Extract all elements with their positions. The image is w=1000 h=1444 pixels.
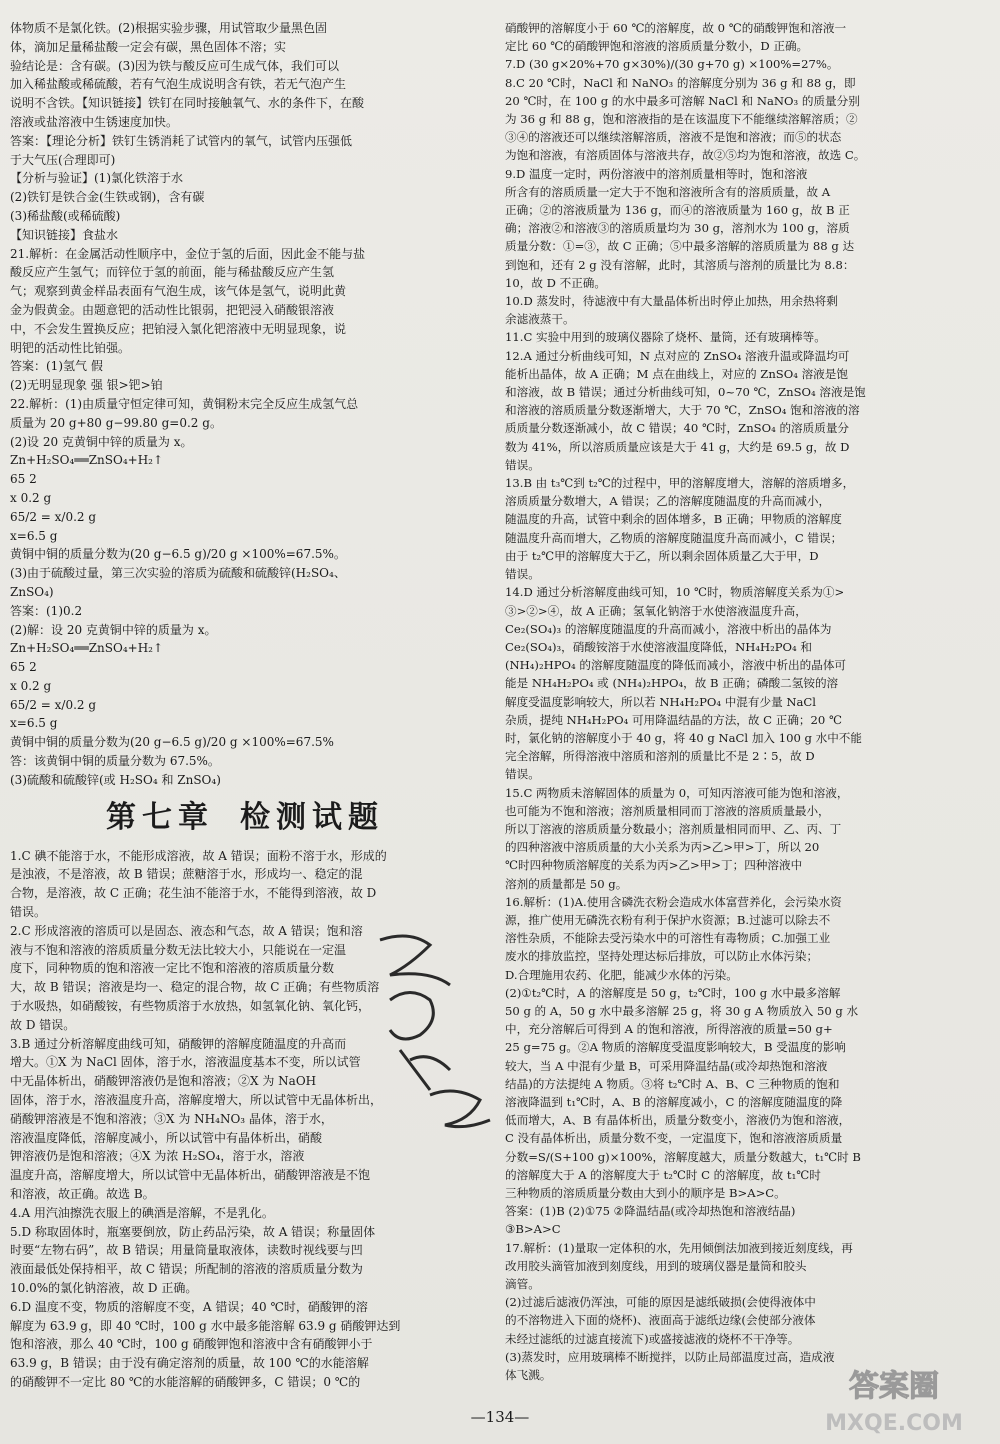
text-line: 质量分数：①=③，故 C 正确；⑤中最多溶解的溶质质量为 88 g 达 [505, 239, 855, 254]
text-line: 溶剂的质量都是 50 g。 [505, 876, 628, 891]
text-line: (2)铁钉是铁合金(生铁或钢)，含有碳 [10, 190, 205, 205]
text-line: 14.D 通过分析溶解度曲线可知，10 ℃时，物质溶解度关系为①> [505, 585, 845, 600]
text-line: 16.解析：(1)A.使用含磷洗衣粉会造成水体富营养化，会污染水资 [505, 894, 842, 909]
text-line: ③④的溶液还可以继续溶解溶质，溶液不是饱和溶液；而⑤的状态 [505, 130, 842, 145]
text-line: 9.D 温度一定时，两份溶液中的溶剂质量相等时，饱和溶液 [505, 166, 808, 181]
text-line: x 0.2 g [10, 490, 52, 505]
text-line: 和溶液的溶质质量分数逐渐增大，大于 70 ℃，ZnSO₄ 饱和溶液的溶 [505, 403, 860, 418]
text-line: 低而增大，A、B 有晶体析出，质量分数变小，溶液仍为饱和溶液， [505, 1113, 851, 1128]
text-line: 50 g 的 A，50 g 水中最多溶解 25 g，将 30 g A 物质放入 50 g 水 [505, 1003, 859, 1018]
answer-block-21 [10, 246, 480, 395]
text-line: 错误。 [505, 767, 540, 782]
text-line: (3)蒸发时，应用玻璃棒不断搅拌，以防止局部温度过高，造成液 [505, 1349, 835, 1364]
text-line: 合物，是溶液，故 C 正确；花生油不能溶于水，不能得到溶液，故 D [10, 886, 377, 901]
answer-block-20 [10, 20, 480, 245]
text-line: 固体，溶于水，溶液温度升高，溶解度增大，所以试管中无晶体析出， [10, 1093, 383, 1108]
text-line: 【分析与验证】(1)氯化铁溶于水 [10, 171, 183, 186]
handwritten-annotation [360, 910, 500, 1140]
text-line: D.合理施用农药、化肥，能减少水体的污染。 [505, 967, 738, 982]
text-line: 2.C 形成溶液的溶质可以是固态、液态和气态，故 A 错误；饱和溶 [10, 923, 363, 938]
text-line: 答案：(1)0.2 [10, 603, 83, 618]
text-line: (3)由于硫酸过量，第三次实验的溶质为硫酸和硫酸锌(H₂SO₄、 [10, 566, 346, 581]
text-line: x 0.2 g [10, 678, 52, 693]
text-line: 4.A 用汽油擦洗衣服上的碘酒是溶解，不是乳化。 [10, 1205, 274, 1220]
text-line: 为 36 g 和 88 g，饱和溶液指的是在该温度下不能继续溶解溶质；② [505, 112, 858, 127]
text-line: 于大气压(合理即可) [10, 152, 116, 167]
text-line: 17.解析：(1)量取一定体积的水，先用倾倒法加液到接近刻度线，再 [505, 1240, 853, 1255]
text-line: C 没有晶体析出，质量分数不变，一定温度下，饱和溶液溶质质量 [505, 1131, 843, 1146]
text-line: 所含有的溶质质量一定大于不饱和溶液所含有的溶质质量，故 A [505, 184, 831, 199]
text-line: 65/2 = x/0.2 g [10, 697, 97, 712]
text-line: 钾溶液仍是饱和溶液；④X 为浓 H₂SO₄，溶于水，溶液 [10, 1149, 305, 1164]
text-line: 质量为 20 g+80 g−99.80 g=0.2 g。 [10, 415, 222, 430]
text-line: 答案：(1)B (2)①75 ②降温结晶(或冷却热饱和溶液结晶) [505, 1204, 796, 1219]
text-line: x=6.5 g [10, 528, 58, 543]
text-line: 1.C 碘不能溶于水，不能形成溶液，故 A 错误；面粉不溶于水，形成的 [10, 848, 387, 863]
text-line: Zn+H₂SO₄══ZnSO₄+H₂↑ [10, 641, 164, 656]
text-line: (2)解：设 20 克黄铜中锌的质量为 x。 [10, 622, 217, 637]
text-line: ℃时四种物质溶解度的关系为丙>乙>甲>丁；四种溶液中 [505, 858, 803, 873]
text-line: 3.B 通过分析溶解度曲线可知，硝酸钾的溶解度随温度的升高而 [10, 1036, 347, 1051]
text-line: 为饱和溶液，有溶质固体与溶液共存，故②⑤均为饱和溶液，故选 C。 [505, 148, 866, 163]
text-line: 三种物质的溶质质量分数由大到小的顺序是 B>A>C。 [505, 1186, 786, 1200]
text-line: 到饱和，还有 2 g 没有溶解，此时，其溶质与溶剂的质量比为 8.8： [505, 257, 855, 272]
text-line: 65 2 [10, 472, 37, 487]
chapter-title [10, 800, 480, 836]
text-line: 65/2 = x/0.2 g [10, 509, 97, 524]
text-line: 65 2 [10, 660, 37, 675]
text-line: 能是 NH₄H₂PO₄ 或 (NH₄)₂HPO₄，故 B 正确；磷酸二氢铵的溶 [505, 676, 839, 691]
text-line: 错误。 [505, 567, 540, 582]
text-line: 【知识链接】食盐水 [10, 227, 119, 242]
text-line: (NH₄)₂HPO₄ 的溶解度随温度的降低而减小，溶液中析出的晶体可 [505, 658, 847, 673]
text-line: (3)硫酸和硫酸锌(或 H₂SO₄ 和 ZnSO₄) [10, 772, 221, 787]
text-line: 的溶解度大于 A 的溶解度大于 t₂℃时 C 的溶解度，故 t₁℃时 [505, 1167, 821, 1182]
text-line: 余滤液蒸干。 [505, 312, 575, 327]
text-line: 答：该黄铜中铜的质量分数为 67.5%。 [10, 754, 220, 769]
text-line: 金为假黄金。由题意钯的活动性比银弱，把钯浸入硝酸银溶液 [10, 302, 335, 317]
text-line: 确；溶液②和溶液③的溶质质量均为 30 g，溶剂水为 100 g，溶质 [505, 221, 850, 236]
text-line: 改用胶头滴管加液到刻度线，用到的玻璃仪器是量筒和胶头 [505, 1258, 807, 1273]
answer-block-right [505, 20, 983, 1384]
text-line: 中无晶体析出，硝酸钾溶液仍是饱和溶液；②X 为 NaOH [10, 1074, 317, 1089]
page-number: —134— [470, 1408, 530, 1426]
text-line: 未经过滤纸的过滤直接流下)或盛接滤液的烧杯不干净等。 [505, 1331, 800, 1346]
text-line: 21.解析：在金属活动性顺序中，金位于氢的后面，因此金不能与盐 [10, 246, 366, 261]
text-line: 液与不饱和溶液的溶质质量分数无法比较大小，只能说在一定温 [10, 942, 347, 957]
text-line: 15.C 两物质未溶解固体的质量为 0，可知丙溶液可能为饱和溶液， [505, 785, 849, 800]
text-line: 随温度升高而增大，乙物质的溶解度随温度升高而减小，C 错误； [505, 530, 843, 545]
text-line: (2)设 20 克黄铜中锌的质量为 x。 [10, 434, 193, 449]
text-line: 气；观察到黄金样品表面有气泡生成，该气体是氢气，说明此黄 [10, 284, 347, 299]
left-column [10, 20, 480, 1393]
text-line: ③>②>④，故 A 正确；氢氧化钠溶于水使溶液温度升高， [505, 603, 807, 618]
text-line: Ce₂(SO₄)₃ 的溶解度随温度的升高而减小，溶液中析出的晶体为 [505, 621, 832, 636]
watermark-logo [794, 1358, 994, 1438]
text-line: 20 ℃时，在 100 g 的水中最多可溶解 NaCl 和 NaNO₃ 的质量分别 [505, 93, 860, 108]
text-line: 答案：(1)氢气 假 [10, 359, 103, 374]
text-line: 时要“左物右码”，故 B 错误；用量筒量取液体，读数时视线要与凹 [10, 1243, 363, 1258]
text-line: 12.A 通过分析曲线可知，N 点对应的 ZnSO₄ 溶液升温或降温均可 [505, 348, 850, 363]
text-line: 也可能为不饱和溶液；溶剂质量相同而丁溶液的溶质质量最小， [505, 803, 830, 818]
text-line: 溶液温度降低，溶解度减小，所以试管中有晶体析出，硝酸 [10, 1130, 323, 1145]
text-line: 体飞溅。 [505, 1368, 552, 1383]
text-line: 10.0%的氯化钠溶液，故 D 正确。 [10, 1281, 198, 1295]
text-line: 体，滴加足量稀盐酸一定会有碳，黑色固体不溶；实 [10, 39, 287, 54]
text-line: 于水吸热，如硝酸铵，有些物质溶于水放热，如氢氧化钠、氧化钙， [10, 999, 371, 1014]
text-line: 63.9 g，B 错误；由于没有确定溶剂的质量，故 100 ℃的水能溶解 [10, 1356, 369, 1371]
text-line: 数为 41%，所以溶质质量应该是大于 41 g，大约是 69.5 g，故 D [505, 439, 850, 454]
text-line: 5.D 称取固体时，瓶塞要倒放，防止药品污染，故 A 错误；称量固体 [10, 1224, 376, 1239]
text-line: 溶液或盐溶液中生锈速度加快。 [10, 114, 179, 129]
text-line: 验结论是：含有碳。(3)因为铁与酸反应可生成气体，我们可以 [10, 58, 340, 73]
text-line: 溶性杂质，不能除去受污染水中的可溶性有毒物质；C.加强工业 [505, 931, 831, 946]
text-line: 正确；②的溶液质量为 136 g，而④的溶液质量为 160 g，故 B 正 [505, 203, 850, 218]
text-line: 所以丁溶液的溶质质量分数最小；溶剂质量相同而甲、乙、丙、丁 [505, 821, 842, 836]
text-line: 较大，当 A 中混有少量 B，可采用降温结晶(或冷却热饱和溶液 [505, 1058, 828, 1073]
watermark-bottom-text: MXQE.COM [825, 1411, 963, 1436]
text-line: 解度为 63.9 g，即 40 ℃时，100 g 水中最多能溶解 63.9 g 硝酸钾达到 [10, 1318, 401, 1333]
text-line: 8.C 20 ℃时，NaCl 和 NaNO₃ 的溶解度分别为 36 g 和 88 g，即 [505, 75, 856, 90]
text-line: (3)稀盐酸(或稀硫酸) [10, 208, 121, 223]
text-line: Zn+H₂SO₄══ZnSO₄+H₂↑ [10, 453, 164, 468]
text-line: x=6.5 g [10, 716, 58, 731]
text-line: 结晶)的方法提纯 A 物质。③将 t₂℃时 A、B、C 三种物质的饱和 [505, 1076, 840, 1091]
text-line: 说明不含铁。【知识链接】铁钉在同时接触氧气、水的条件下，在酸 [10, 96, 365, 111]
answer-block-22 [10, 396, 480, 790]
text-line: 答案：【理论分析】铁钉生锈消耗了试管内的氧气，试管内压强低 [10, 133, 353, 148]
text-line: 体物质不是氯化铁。(2)根据实验步骤，用试管取少量黑色固 [10, 21, 328, 35]
text-line: 6.D 温度不变，物质的溶解度不变，A 错误；40 ℃时，硝酸钾的溶 [10, 1299, 368, 1314]
text-line: 10.D 蒸发时，待滤液中有大量晶体析出时停止加热，用余热将剩 [505, 294, 838, 309]
text-line: 10，故 D 不正确。 [505, 275, 606, 290]
watermark-top-text: 答案圈 [849, 1369, 939, 1404]
text-line: 饱和溶液，那么 40 ℃时，100 g 硝酸钾饱和溶液中含有硝酸钾小于 [10, 1337, 373, 1352]
text-line: 中，充分溶解后可得到 A 的饱和溶液，所得溶液的质量=50 g+ [505, 1022, 833, 1037]
text-line: 随温度的升高，试管中剩余的固体增多，B 正确；甲物质的溶解度 [505, 512, 842, 527]
text-line: 错误。 [10, 905, 47, 920]
text-line: 的四种溶液中溶质质量的大小关系为丙>乙>甲>丁，所以 20 [505, 840, 820, 855]
text-line: 黄铜中铜的质量分数为(20 g−6.5 g)/20 g ×100%=67.5%。 [10, 547, 346, 562]
text-line: 是浊液，不是溶液，故 B 错误；蔗糖溶于水，形成均一、稳定的混 [10, 867, 363, 882]
text-line: 和溶液，故 B 错误；通过分析曲线可知，0~70 ℃，ZnSO₄ 溶液是饱 [505, 385, 866, 400]
text-line: 液面最低处保持相平，故 C 错误；所配制的溶液的溶质质量分数为 [10, 1262, 363, 1277]
text-line: 杂质，提纯 NH₄H₂PO₄ 可用降温结晶的方法，故 C 正确；20 ℃ [505, 712, 842, 727]
text-line: 故 D 错误。 [10, 1017, 76, 1032]
text-line: 定比 60 ℃的硝酸钾饱和溶液的溶质质量分数小，D 正确。 [505, 39, 809, 54]
text-line: 质质量分数逐渐减小，故 C 错误；40 ℃时，ZnSO₄ 的溶质质量分 [505, 421, 850, 436]
text-line: 源，推广使用无磷洗衣粉有利于保护水资源；B.过滤可以除去不 [505, 912, 831, 927]
text-line: 和溶液，故正确。故选 B。 [10, 1187, 155, 1202]
text-line: ZnSO₄) [10, 584, 54, 599]
text-line: 加入稀盐酸或稀硫酸，若有气泡生成说明含有铁，若无气泡产生 [10, 77, 347, 92]
text-line: 分数=S/(S+100 g)×100%，溶解度越大，质量分数越大，t₁℃时 B [505, 1149, 861, 1164]
text-line: 的硝酸钾不一定比 80 ℃的水能溶解的硝酸钾多，C 错误；0 ℃的 [10, 1374, 361, 1389]
text-line: ③B>A>C [505, 1222, 561, 1237]
text-line: (2)过滤后滤液仍浑浊，可能的原因是滤纸破损(会使得液体中 [505, 1295, 816, 1310]
text-line: 大，故 B 错误；溶液是均一、稳定的混合物，故 C 正确；有些物质溶 [10, 980, 380, 995]
text-line: 酸反应产生氢气；而锌位于氢的前面，能与稀盐酸反应产生氢 [10, 265, 335, 280]
text-line: 由于 t₂℃甲的溶解度大于乙，所以剩余固体质量乙大于甲，D [505, 548, 819, 563]
text-line: 明钯的活动性比铂强。 [10, 340, 131, 355]
text-line: 废水的排放监控，坚持处理达标后排放，可以防止水体污染； [505, 949, 819, 964]
text-line: Ce₂(SO₄)₃，硝酸铵溶于水使溶液温度降低，NH₄H₂PO₄ 和 [505, 639, 812, 654]
chapter-title-number: 第七章 [106, 799, 214, 835]
text-line: 11.C 实验中用到的玻璃仪器除了烧杯、量筒，还有玻璃棒等。 [505, 330, 826, 345]
right-column [505, 20, 983, 1385]
text-line: 13.B 由 t₃℃到 t₂℃的过程中，甲的溶解度增大，溶解的溶质增多， [505, 476, 855, 491]
text-line: (2)无明显现象 强 银>钯>铂 [10, 378, 163, 393]
text-line: 增大。①X 为 NaCl 固体，溶于水，溶液温度基本不变，所以试管 [10, 1055, 361, 1070]
text-line: 22.解析：(1)由质量守恒定律可知，黄铜粉末完全反应生成氢气总 [10, 396, 359, 411]
text-line: 7.D (30 g×20%+70 g×30%)/(30 g+70 g) ×100%=27%。 [505, 57, 839, 72]
text-line: 黄铜中铜的质量分数为(20 g−6.5 g)/20 g ×100%=67.5% [10, 735, 334, 750]
text-line: 的不溶物进入下面的烧杯)、液面高于滤纸边缘(会使部分液体 [505, 1313, 816, 1328]
text-line: 溶液降温到 t₁℃时，A、B 的溶解度减小，C 的溶解度随温度的降 [505, 1094, 843, 1109]
text-line: 完全溶解，所得溶液中溶质和溶剂的质量比不是 2∶5，故 D [505, 749, 815, 764]
text-line: 溶质质量分数增大，A 错误；乙的溶解度随温度的升高而减小， [505, 494, 831, 509]
text-line: 硝酸钾的溶解度小于 60 ℃的溶解度，故 0 ℃的硝酸钾饱和溶液一 [505, 21, 847, 35]
text-line: 时，氯化钠的溶解度小于 40 g，将 40 g NaCl 加入 100 g 水中不能 [505, 730, 862, 745]
text-line: 温度升高，溶解度增大，所以试管中无晶体析出，硝酸钾溶液是不饱 [10, 1168, 371, 1183]
text-line: 硝酸钾溶液是不饱和溶液；③X 为 NH₄NO₃ 晶体，溶于水， [10, 1111, 333, 1126]
text-line: 25 g=75 g。②A 物质的溶解度受温度影响较大，B 受温度的影响 [505, 1040, 846, 1055]
text-line: 错误。 [505, 457, 540, 472]
text-line: (2)①t₂℃时，A 的溶解度是 50 g，t₂℃时，100 g 水中最多溶解 [505, 985, 841, 1000]
text-line: 解度受温度影响较大，所以若 NH₄H₂PO₄ 中混有少量 NaCl [505, 694, 816, 709]
text-line: 中，不会发生置换反应；把铂浸入氯化钯溶液中无明显现象，说 [10, 321, 347, 336]
chapter-title-text: 检测试题 [240, 799, 384, 835]
text-line: 能析出晶体，故 A 正确；M 点在曲线上，对应的 ZnSO₄ 溶液是饱 [505, 366, 848, 381]
text-line: 度下，同种物质的饱和溶液一定比不饱和溶液的溶质质量分数 [10, 961, 335, 976]
text-line: 滴管。 [505, 1277, 540, 1292]
